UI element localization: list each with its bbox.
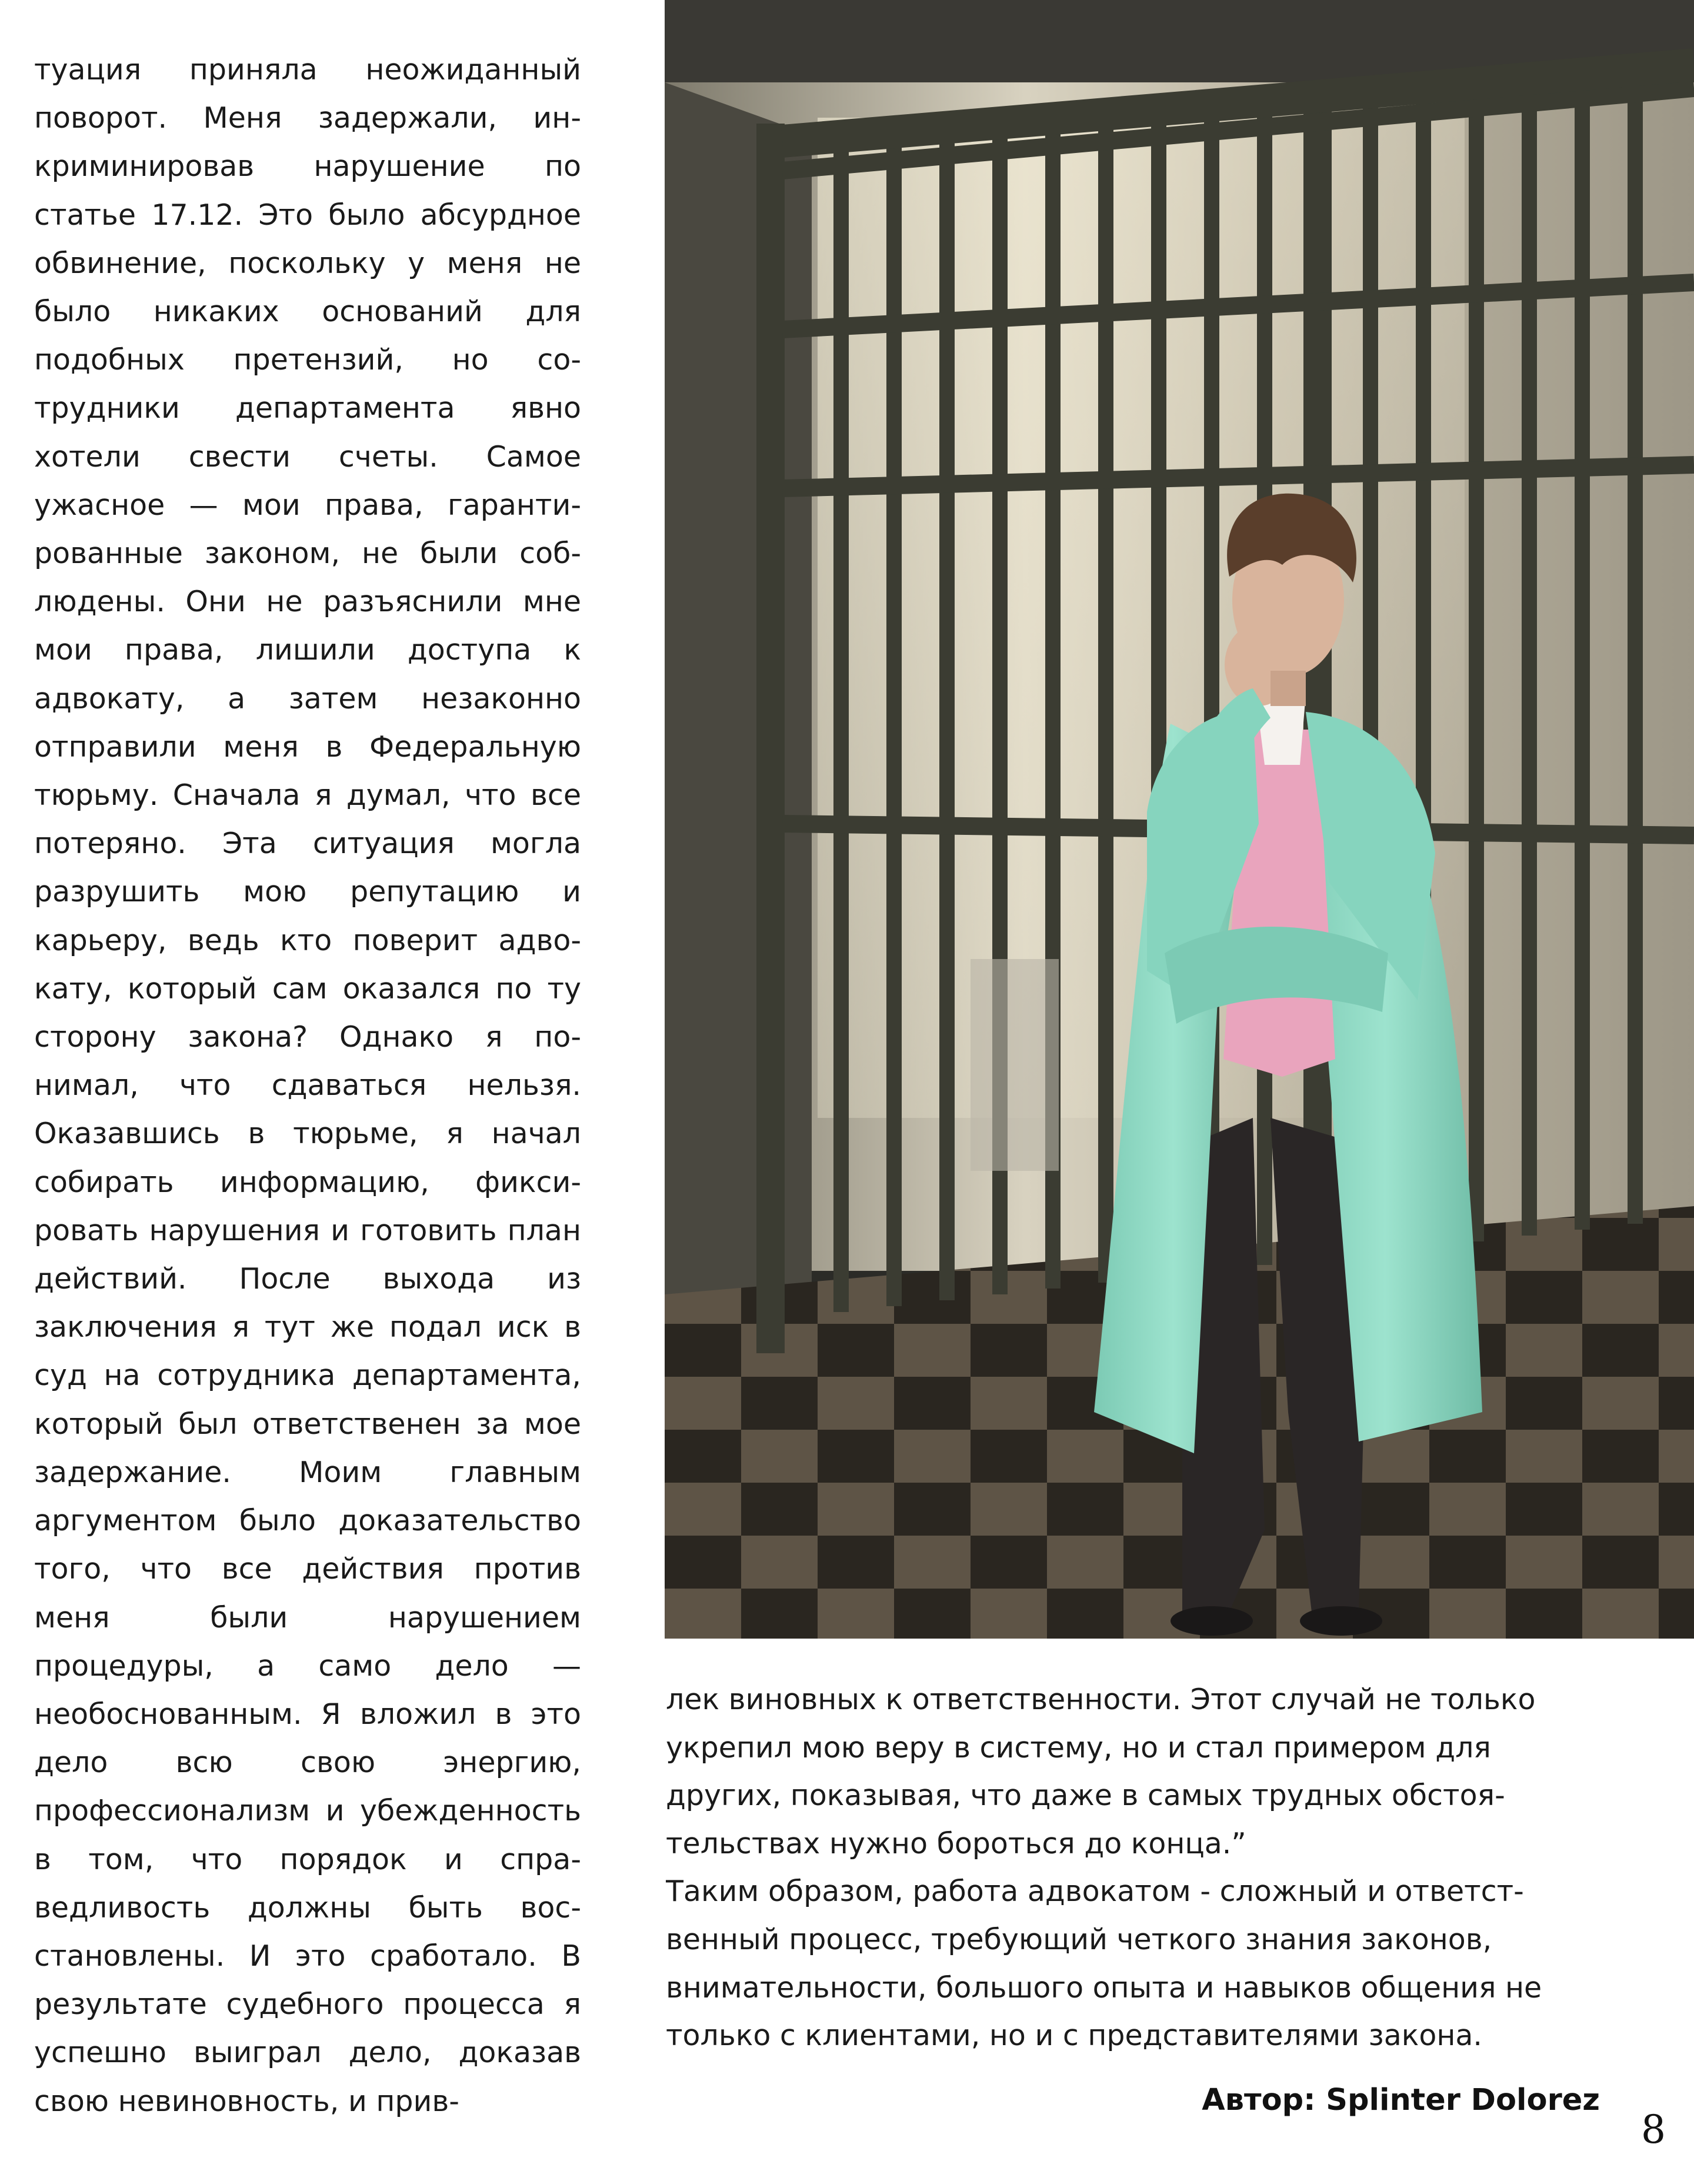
left-column-text: туация приняла неожиданный поворот. Меня задержали, инкриминировав нарушение по статье 17.12. Это было абсурдное обвинение, поскольку у меня не было никаких оснований для подобных претензий, но сотрудники департамента явно хотели свести счеты. Самое ужасное — мои права, гарантированные законом, не были соблюдены. Они не разъяснили мне мои права, лишили доступа к адвокату, а затем незаконно отправили меня в Федеральную тюрьму. Сначала я думал, что все потеряно. Эта ситуация могла разрушить мою репутацию и карьеру, ведь кто поверит адвокату, который сам оказался по ту сторону закона? Однако я понимал, что сдаваться нельзя. Оказавшись в тюрьме, я начал собирать информацию, фиксировать нарушения и готовить план действий. После выхода из заключения я тут же подал иск в суд на сотрудника департамента, который был ответственен за мое задержание. Моим главным аргументом было доказательство того, что все действия против меня были нарушением процедуры, а само дело — необоснованным. Я вложил в это дело всю свою энергию, профессионализм и убежденность в том, что порядок и справедливость должны быть восстановлены. И это сработало. В результате судебного процесса я успешно выиграл дело, доказав свою невиновность, и прив-	[34, 53, 581, 2117]
article-right-column	[666, 1676, 1607, 2052]
author-credit: Автор: Splinter Dolorez	[1202, 2083, 1600, 2118]
right-column-quote-end: лек виновных к ответственности. Этот случай не только укрепил мою веру в систему, но и стал примером для других, показывая, что даже в самых трудных обстоятельствах нужно бороться до конца.”	[666, 1683, 1536, 1860]
article-left-column	[34, 46, 581, 2117]
photo-jail-cell-lawyer	[665, 0, 1694, 1639]
article-photo	[665, 0, 1694, 1639]
page-number: 8	[1641, 2107, 1666, 2152]
side-wall	[665, 82, 812, 1441]
radiator	[971, 959, 1059, 1171]
right-column-conclusion: Таким образом, работа адвокатом - сложный и ответственный процесс, требующий четкого знания законов, внимательности, большого опыта и навыков общения не только с клиентами, но и с представителями закона.	[666, 1875, 1542, 2052]
